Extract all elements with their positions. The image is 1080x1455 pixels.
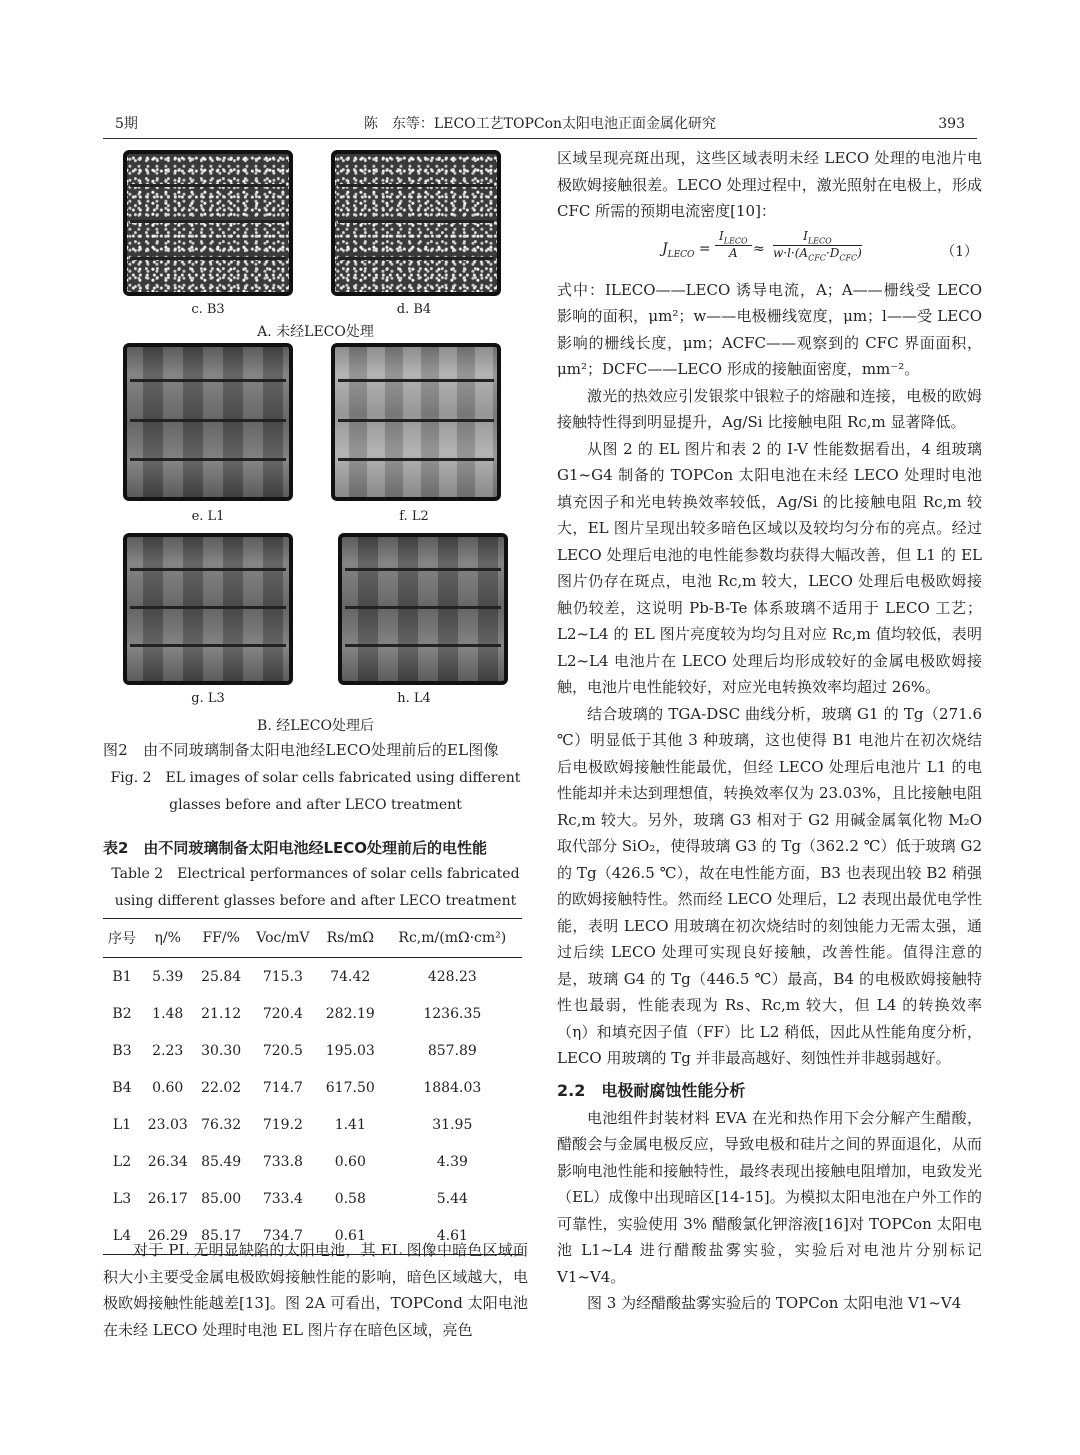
table-cell: 1884.03 [423, 1079, 482, 1096]
table-cell: 0.58 [334, 1190, 366, 1207]
col-header: Voc/mV [248, 919, 318, 958]
table-row [103, 1069, 522, 1106]
table-cell: 2.23 [152, 1042, 184, 1059]
table-row [103, 995, 522, 1032]
table-cell: B1 [112, 968, 132, 985]
table-cell: 0.61 [318, 1217, 383, 1255]
figure-caption-en: Fig. 2 EL images of solar cells fabricated using different glasses before and after LECO treatment [110, 770, 521, 813]
table-cell: 733.4 [262, 1190, 303, 1207]
table-cell: B4 [112, 1079, 132, 1096]
paragraph-7: 图 3 为经醋酸盐雾实验后的 TOPCon 太阳电池 V1~V4 [587, 1294, 962, 1312]
table-cell: 719.2 [262, 1116, 303, 1133]
table-cell: 26.17 [147, 1190, 188, 1207]
table-cell: 0.60 [152, 1079, 184, 1096]
table-cell: 76.32 [201, 1116, 242, 1133]
table-cell: 0.60 [334, 1153, 366, 1170]
table-cell: 734.7 [248, 1217, 318, 1255]
table-cell: 1.48 [152, 1005, 184, 1022]
issue-number: 5期 [115, 116, 138, 132]
label-l1: e. L1 [191, 509, 225, 524]
equation-number: （1） [941, 243, 978, 260]
table-cell: L3 [112, 1190, 132, 1207]
el-image-b3 [123, 150, 293, 296]
table-row [103, 1143, 522, 1180]
table-row [103, 958, 522, 996]
table-cell: 720.5 [262, 1042, 303, 1059]
running-header [103, 112, 977, 139]
table-cell: 714.7 [262, 1079, 303, 1096]
table-cell: 23.03 [147, 1116, 188, 1133]
table-cell: 26.29 [141, 1217, 194, 1255]
col-header: 序号 [103, 919, 141, 958]
table-cell: 30.30 [201, 1042, 242, 1059]
table-cell: 85.00 [201, 1190, 242, 1207]
table-caption-cn: 表2 由不同玻璃制备太阳电池经LECO处理前后的电性能 [103, 839, 488, 857]
table-cell: L4 [103, 1217, 141, 1255]
table-cell: 617.50 [325, 1079, 375, 1096]
equation-lhs: $J_{LECO}$ = [662, 240, 711, 260]
table-cell: 85.49 [201, 1153, 242, 1170]
left-body-paragraph: 对于 PL 无明显缺陷的太阳电池，其 EL 图像中暗色区域面积大小主要受金属电极欧姆接触性能的影响，暗色区域越大，电极欧姆接触性能越差[13]。图 2A 可看出，TOPCond 太阳电池在未经 LECO 处理时电池 EL 图片存在暗色区域，亮色 [103, 1241, 528, 1339]
label-b4: d. B4 [396, 302, 432, 317]
table-row [103, 1032, 522, 1069]
table-cell: L2 [112, 1153, 132, 1170]
fraction-1: $I_{LECO}$ A [715, 229, 752, 260]
paragraph-4: 从图 2 的 EL 图片和表 2 的 I-V 性能数据看出，4 组玻璃 G1~G4 制备的 TOPCon 太阳电池在未经 LECO 处理时电池填充因子和光电转换效率较低，Ag/Si 的比接触电阻 Rc,m 较大，EL 图片呈现出较多暗色区域以及较均匀分布的亮点。经过 LECO 处理后电池的电性能参数均获得大幅改善，但 L1 的 EL 图片仍存在斑点，电池 Rc,m 较大，LECO 处理后电极欧姆接触仍较差，这说明 Pb-B-Te 体系玻璃不适用于 LECO 工艺；L2~L4 的 EL 图片亮度较为均匀且对应 Rc,m 值均较低，表明 L2~L4 电池片在 LECO 处理后均形成较好的金属电极欧姆接触，电池片电性能较好，对应光电转换效率均超过 26%。 [557, 439, 982, 696]
label-l4: h. L4 [397, 691, 431, 706]
right-column [557, 145, 982, 1317]
performance-table [103, 918, 522, 1255]
table-cell: 5.44 [436, 1190, 468, 1207]
table-cell: 26.34 [147, 1153, 188, 1170]
group-b-label: B. 经LECO处理后 [257, 718, 374, 734]
col-header: η/% [141, 919, 194, 958]
table-row [103, 1106, 522, 1143]
el-image-l1 [123, 343, 293, 501]
label-l3: g. L3 [191, 691, 225, 706]
group-a-label: A. 未经LECO处理 [257, 324, 374, 340]
paragraph-3: 激光的热效应引发银浆中银粒子的熔融和连接，电极的欧姆接触特性得到明显提升，Ag/Si 比接触电阻 Rc,m 显著降低。 [557, 386, 982, 431]
page-number: 393 [938, 116, 965, 132]
paragraph-2: 式中：ILECO——LECO 诱导电流，A；A——栅线受 LECO 影响的面积，μm²；w——电极栅线宽度，μm；l——受 LECO 影响的栅线长度，μm；ACFC——观察到的 CFC 界面面积，μm²；DCFC——LECO 形成的接触面密度，mm⁻²。 [557, 280, 982, 378]
table-cell: 857.89 [427, 1042, 477, 1059]
table-cell: 4.39 [436, 1153, 468, 1170]
table-cell: 25.84 [201, 968, 242, 985]
table-cell: 4.61 [383, 1217, 522, 1255]
paragraph-1: 区域呈现亮斑出现，这些区域表明未经 LECO 处理的电池片电极欧姆接触很差。LECO 处理过程中，激光照射在电极上，形成 CFC 所需的预期电流密度[10]： [557, 149, 982, 220]
table-header-row [103, 919, 522, 958]
table-cell: 1.41 [334, 1116, 366, 1133]
col-header: FF/% [194, 919, 247, 958]
table-cell: 428.23 [427, 968, 477, 985]
fraction-2: $I_{LECO}$ $w\cdot l\cdot(A_{CFC}\cdot D_{CFC})$ [773, 228, 862, 263]
label-l2: f. L2 [399, 509, 429, 524]
col-header: Rc,m/(mΩ·cm²) [383, 919, 522, 958]
figure-caption-cn: 图2 由不同玻璃制备太阳电池经LECO处理前后的EL图像 [103, 741, 499, 759]
table-cell: B3 [112, 1042, 132, 1059]
table-row [103, 1180, 522, 1217]
table-cell: 1236.35 [423, 1005, 482, 1022]
el-image-b4 [331, 150, 501, 296]
running-title: 陈 东等：LECO工艺TOPCon太阳电池正面金属化研究 [363, 116, 717, 132]
el-image-l4 [338, 533, 508, 685]
table-caption-en: Table 2 Electrical performances of solar cells fabricated using different glasses before and after LECO treatment [111, 866, 520, 909]
el-image-l2 [331, 343, 501, 501]
paragraph-6: 电池组件封装材料 EVA 在光和热作用下会分解产生醋酸，醋酸会与金属电极反应，导致电极和硅片之间的界面退化，从而影响电池性能和接触特性，最终表现出接触电阻增加，电致发光（EL）成像中出现暗区[14-15]。为模拟太阳电池在户外工作的可靠性，实验使用 3% 醋酸氯化钾溶液[16]对 TOPCon 太阳电池 L1~L4 进行醋酸盐雾实验，实验后对电池片分别标记 V1~V4。 [557, 1108, 982, 1286]
table-cell: 715.3 [262, 968, 303, 985]
section-heading: 2.2 电极耐腐蚀性能分析 [557, 1080, 746, 1100]
paragraph-5: 结合玻璃的 TGA-DSC 曲线分析，玻璃 G1 的 Tg（271.6 ℃）明显低于其他 3 种玻璃，这也使得 B1 电池片在初次烧结后电极欧姆接触性能最优，但经 LECO 处理后电池片 L1 的电性能却并未达到理想值，转换效率仅为 23.03%，且比接触电阻 Rc,m 较大。另外，玻璃 G3 相对于 G2 用碱金属氧化物 M₂O 取代部分 SiO₂，使得玻璃 G3 的 Tg（362.2 ℃）低于玻璃 G2 的 Tg（426.5 ℃），故在电性能方面，B3 也表现出较 B2 稍强的欧姆接触特性。然而经 LECO 处理后，L2 表现出最优电学性能，表明 LECO 用玻璃在初次烧结时的刻蚀能力无需太强，通过后续 LECO 处理可实现良好接触，改善性能。值得注意的是，玻璃 G4 的 Tg（446.5 ℃）最高，B4 的电极欧姆接触特性也最弱，性能表现为 Rs、Rc,m 较大，但 L4 的转换效率（η）和填充因子值（FF）比 L2 稍低，因此从性能角度分析，LECO 用玻璃的 Tg 并非最高越好、刻蚀性并非越弱越好。 [557, 704, 982, 1067]
table-cell: 22.02 [201, 1079, 242, 1096]
table-cell: B2 [112, 1005, 132, 1022]
table-cell: 31.95 [432, 1116, 473, 1133]
el-image-l3 [123, 533, 293, 685]
table-cell: 733.8 [262, 1153, 303, 1170]
table-cell: 720.4 [262, 1005, 303, 1022]
table-cell: 195.03 [325, 1042, 375, 1059]
table-cell: 282.19 [325, 1005, 375, 1022]
table-cell: 21.12 [201, 1005, 242, 1022]
label-b3: c. B3 [191, 302, 225, 317]
table-cell: 74.42 [330, 968, 371, 985]
col-header: Rs/mΩ [318, 919, 383, 958]
table-cell: 5.39 [152, 968, 184, 985]
table-cell: L1 [112, 1116, 132, 1133]
table-cell: 85.17 [194, 1217, 247, 1255]
equation-1: $J_{LECO}$ = $I_{LECO}$ A ≈ $I_{LECO}$ $w\cdot l\cdot(A_{CFC}\cdot D_{CFC})$ （1） [662, 228, 978, 263]
